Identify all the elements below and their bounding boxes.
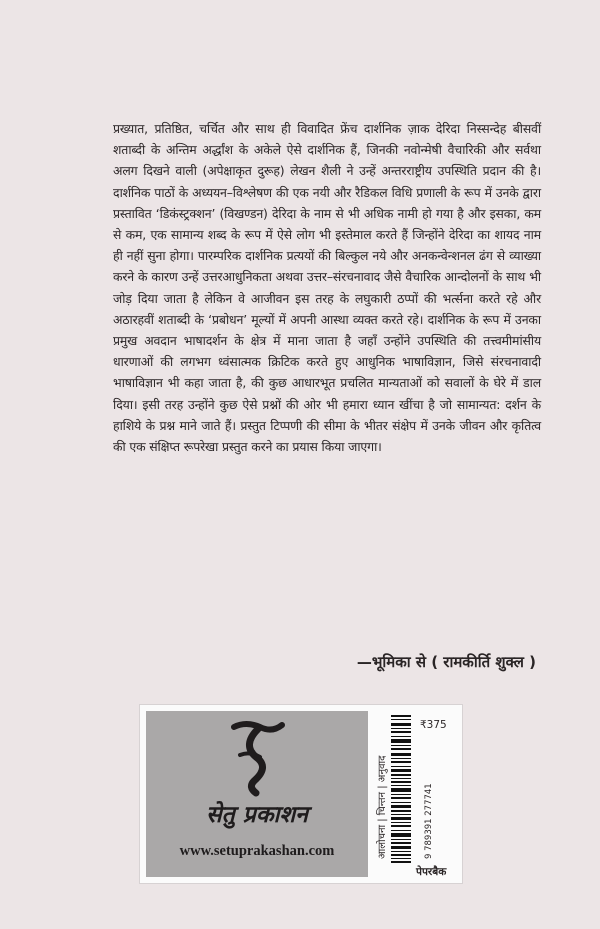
- publisher-url: www.setuprakashan.com: [179, 843, 335, 859]
- isbn-number: 9 789391 277741: [424, 783, 434, 859]
- binding-label: पेपरबैक: [416, 866, 447, 878]
- price-label: ₹375: [420, 719, 447, 731]
- publisher-logo-panel: [146, 711, 368, 877]
- setu-logo-icon: [226, 717, 288, 797]
- attribution: —भूमिका से ( रामकीर्ति शुक्ल ): [356, 653, 536, 671]
- publisher-card: [140, 705, 462, 883]
- blurb-text: प्रख्यात, प्रतिष्ठित, चर्चित और साथ ही विवादित फ्रेंच दार्शनिक ज़ाक देरिदा निस्सन्देह बीसवीं शताब्दी के अन्तिम अर्द्धांश के अकेले ऐसे दार्शनिक हैं, जिनकी नवोन्मेषी वैचारिकी और सर्वथा अलग दिखने वाली (अपेक्षाकृत दुरूह) लेखन शैली ने उन्हें अन्तरराष्ट्रीय उपस्थिति प्रदान की है। दार्शनिक पाठों के अध्ययन–विश्लेषण की एक नयी और रैडिकल विधि प्रणाली के रूप में उनके द्वारा प्रस्तावित ‘डिकंस्ट्रक्शन’ (विखण्डन) देरिदा के नाम से भी अधिक नामी हो गया है और इसका, कम से कम, एक सामान्य शब्द के रूप में ऐसे लोग भी इस्तेमाल करते हैं जिन्होंने देरिदा का शायद नाम ही नहीं सुना होगा। पारम्परिक दार्शनिक प्रत्ययों की बिल्कुल नये और अनकन्वेन्शनल ढंग से व्याख्या करने के कारण उन्हें उत्तरआधुनिकता अथवा उत्तर–संरचनावाद जैसे वैचारिक आन्दोलनों के साथ भी जोड़ दिया जाता है लेकिन वे आजीवन इस तरह के लघुकारी ठप्पों की भर्त्सना करते रहे और अठारहवीं शताब्दी के ‘प्रबोधन’ मूल्यों में अपनी आस्था व्यक्त करते रहे। दार्शनिक के रूप में उनका प्रमुख अवदान भाषादर्शन के क्षेत्र में माना जाता है जहाँ उन्होंने उपस्थिति की तत्त्वमीमांसीय धारणाओं की लगभग ध्वंसात्मक क्रिटिक करते हुए आधुनिक भाषाविज्ञान, जिसे संरचनावादी भाषाविज्ञान भी कहा जाता है, की कुछ आधारभूत प्रचलित मान्यताओं को सवालों के घेरे में डाल दिया। इसी तरह उन्होंने कुछ ऐसे प्रश्नों की ओर भी हमारा ध्यान खींचा है जो सामान्यत: दर्शन के हाशिये के प्रश्न माने जाते हैं। प्रस्तुत टिप्पणी की सीमा के भीतर संक्षेप में उनके जीवन और कृतित्व की एक संक्षिप्त रूपरेखा प्रस्तुत करने का प्रयास किया जाएगा।: [113, 121, 541, 455]
- publisher-logo-text: सेतु प्रकाशन: [206, 801, 308, 828]
- barcode-icon: [391, 715, 411, 863]
- category-label: आलोचना | चिन्तन | अनुवाद: [377, 755, 388, 859]
